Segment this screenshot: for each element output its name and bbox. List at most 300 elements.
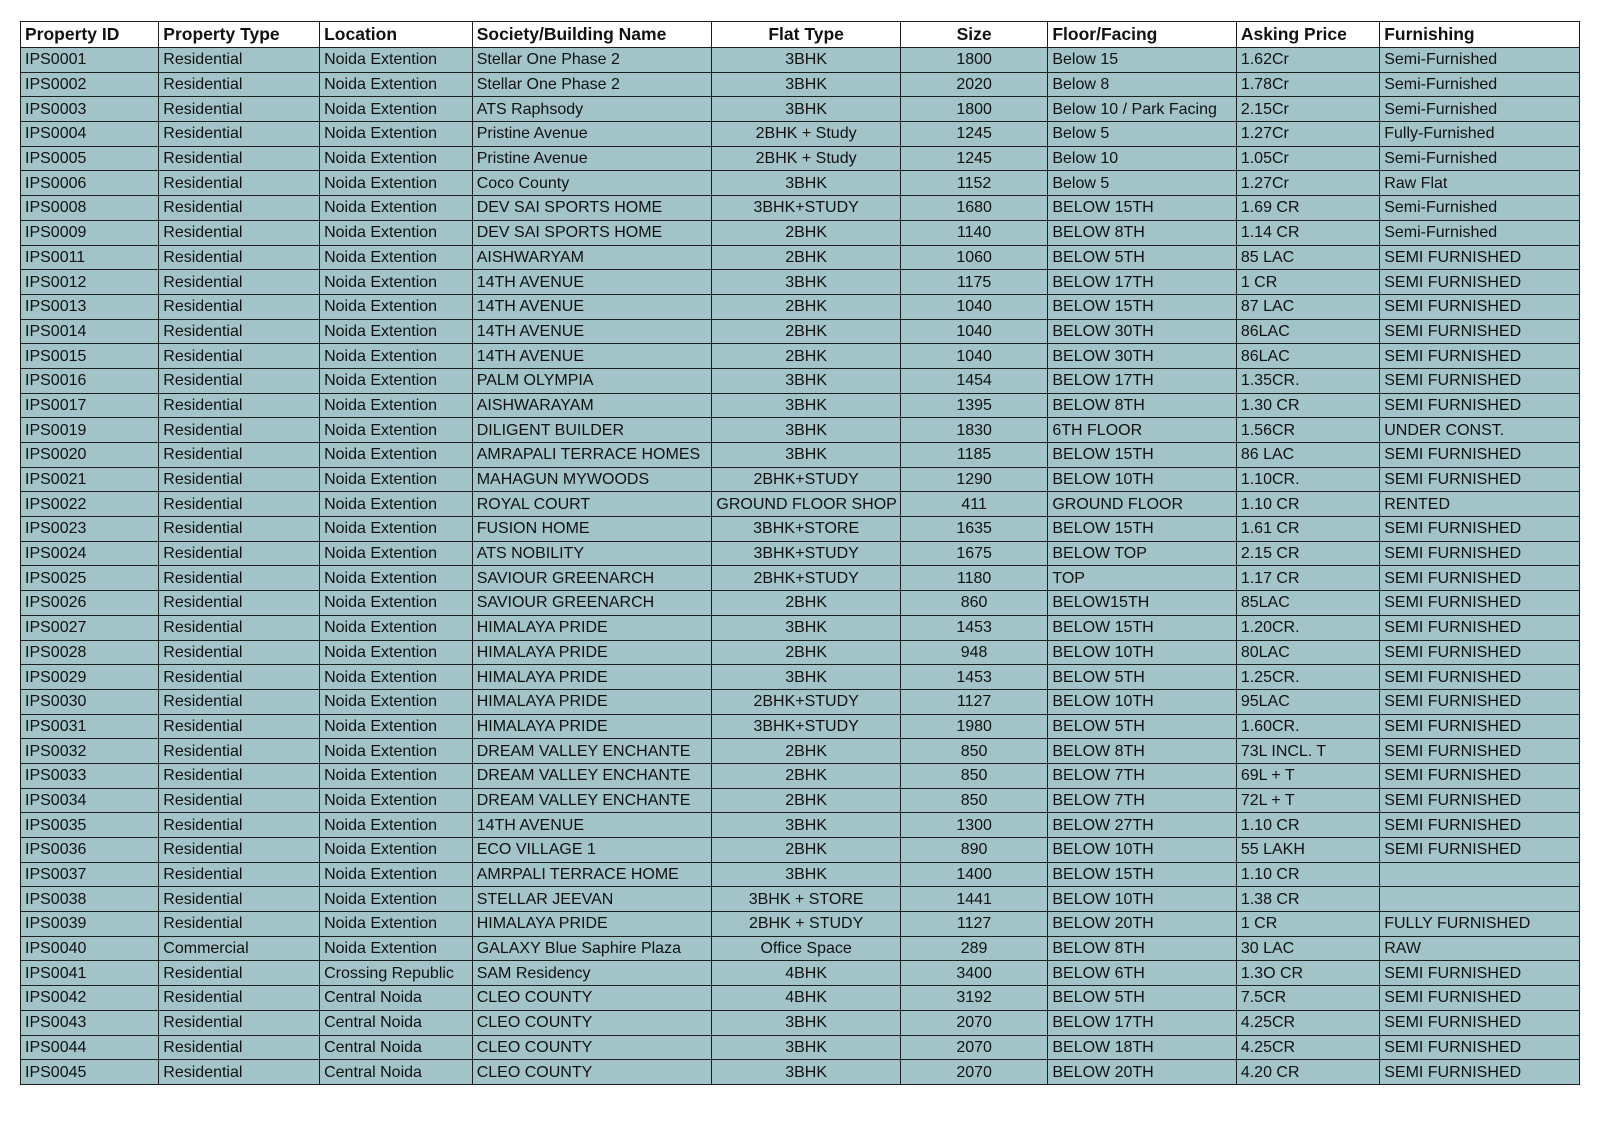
asking-price-cell[interactable]: 1.60CR. [1236,714,1379,739]
society-name-cell[interactable]: ATS NOBILITY [472,541,712,566]
flat-type-cell[interactable]: 3BHK [712,813,900,838]
property-type-cell[interactable]: Residential [159,319,320,344]
property-id-cell[interactable]: IPS0039 [21,912,159,937]
size-cell[interactable]: 860 [900,591,1048,616]
asking-price-cell[interactable]: 1.10CR. [1236,467,1379,492]
flat-type-cell[interactable]: 3BHK+STUDY [712,714,900,739]
property-type-cell[interactable]: Residential [159,97,320,122]
property-id-cell[interactable]: IPS0041 [21,961,159,986]
society-name-cell[interactable]: SAM Residency [472,961,712,986]
furnishing-cell[interactable]: SEMI FURNISHED [1380,294,1580,319]
asking-price-cell[interactable]: 1.35CR. [1236,368,1379,393]
size-cell[interactable]: 1127 [900,912,1048,937]
society-name-cell[interactable]: 14TH AVENUE [472,294,712,319]
flat-type-cell[interactable]: 3BHK [712,270,900,295]
column-header-floor-facing[interactable]: Floor/Facing [1048,22,1236,48]
asking-price-cell[interactable]: 1.69 CR [1236,196,1379,221]
society-name-cell[interactable]: 14TH AVENUE [472,319,712,344]
asking-price-cell[interactable]: 69L + T [1236,763,1379,788]
property-type-cell[interactable]: Residential [159,689,320,714]
floor-facing-cell[interactable]: BELOW 30TH [1048,319,1236,344]
asking-price-cell[interactable]: 2.15 CR [1236,541,1379,566]
property-id-cell[interactable]: IPS0006 [21,171,159,196]
flat-type-cell[interactable]: 4BHK [712,986,900,1011]
property-id-cell[interactable]: IPS0024 [21,541,159,566]
floor-facing-cell[interactable]: BELOW 7TH [1048,763,1236,788]
property-id-cell[interactable]: IPS0008 [21,196,159,221]
property-id-cell[interactable]: IPS0033 [21,763,159,788]
location-cell[interactable]: Noida Extention [320,48,473,73]
property-type-cell[interactable]: Residential [159,517,320,542]
floor-facing-cell[interactable]: BELOW 30TH [1048,344,1236,369]
society-name-cell[interactable]: Stellar One Phase 2 [472,48,712,73]
property-id-cell[interactable]: IPS0019 [21,418,159,443]
furnishing-cell[interactable]: SEMI FURNISHED [1380,689,1580,714]
furnishing-cell[interactable] [1380,862,1580,887]
property-id-cell[interactable]: IPS0013 [21,294,159,319]
size-cell[interactable]: 3192 [900,986,1048,1011]
property-id-cell[interactable]: IPS0022 [21,492,159,517]
property-id-cell[interactable]: IPS0038 [21,887,159,912]
property-type-cell[interactable]: Residential [159,122,320,147]
society-name-cell[interactable]: ROYAL COURT [472,492,712,517]
location-cell[interactable]: Noida Extention [320,912,473,937]
furnishing-cell[interactable]: SEMI FURNISHED [1380,443,1580,468]
floor-facing-cell[interactable]: BELOW 8TH [1048,936,1236,961]
furnishing-cell[interactable]: SEMI FURNISHED [1380,270,1580,295]
floor-facing-cell[interactable]: BELOW 15TH [1048,443,1236,468]
location-cell[interactable]: Noida Extention [320,566,473,591]
asking-price-cell[interactable]: 1.56CR [1236,418,1379,443]
society-name-cell[interactable]: 14TH AVENUE [472,344,712,369]
location-cell[interactable]: Noida Extention [320,763,473,788]
property-type-cell[interactable]: Residential [159,788,320,813]
floor-facing-cell[interactable]: BELOW 8TH [1048,393,1236,418]
floor-facing-cell[interactable]: BELOW 15TH [1048,196,1236,221]
asking-price-cell[interactable]: 1.14 CR [1236,220,1379,245]
asking-price-cell[interactable]: 2.15Cr [1236,97,1379,122]
asking-price-cell[interactable]: 1.27Cr [1236,171,1379,196]
furnishing-cell[interactable]: SEMI FURNISHED [1380,517,1580,542]
property-id-cell[interactable]: IPS0034 [21,788,159,813]
floor-facing-cell[interactable]: BELOW15TH [1048,591,1236,616]
society-name-cell[interactable]: AISHWARYAM [472,245,712,270]
property-type-cell[interactable]: Residential [159,418,320,443]
property-id-cell[interactable]: IPS0014 [21,319,159,344]
floor-facing-cell[interactable]: BELOW 10TH [1048,467,1236,492]
property-type-cell[interactable]: Residential [159,467,320,492]
flat-type-cell[interactable]: 2BHK [712,640,900,665]
property-type-cell[interactable]: Residential [159,294,320,319]
asking-price-cell[interactable]: 86LAC [1236,344,1379,369]
flat-type-cell[interactable]: 2BHK [712,245,900,270]
property-id-cell[interactable]: IPS0036 [21,838,159,863]
floor-facing-cell[interactable]: BELOW 5TH [1048,245,1236,270]
society-name-cell[interactable]: GALAXY Blue Saphire Plaza [472,936,712,961]
location-cell[interactable]: Central Noida [320,1010,473,1035]
floor-facing-cell[interactable]: Below 10 / Park Facing [1048,97,1236,122]
flat-type-cell[interactable]: 2BHK [712,591,900,616]
flat-type-cell[interactable]: 3BHK+STORE [712,517,900,542]
property-type-cell[interactable]: Residential [159,344,320,369]
size-cell[interactable]: 890 [900,838,1048,863]
floor-facing-cell[interactable]: BELOW 27TH [1048,813,1236,838]
furnishing-cell[interactable]: SEMI FURNISHED [1380,788,1580,813]
size-cell[interactable]: 1140 [900,220,1048,245]
furnishing-cell[interactable]: Semi-Furnished [1380,196,1580,221]
floor-facing-cell[interactable]: BELOW 10TH [1048,887,1236,912]
furnishing-cell[interactable]: SEMI FURNISHED [1380,566,1580,591]
floor-facing-cell[interactable]: BELOW TOP [1048,541,1236,566]
size-cell[interactable]: 1060 [900,245,1048,270]
location-cell[interactable]: Noida Extention [320,245,473,270]
size-cell[interactable]: 948 [900,640,1048,665]
property-type-cell[interactable]: Residential [159,541,320,566]
flat-type-cell[interactable]: 2BHK + Study [712,146,900,171]
size-cell[interactable]: 2070 [900,1010,1048,1035]
property-id-cell[interactable]: IPS0040 [21,936,159,961]
property-id-cell[interactable]: IPS0011 [21,245,159,270]
flat-type-cell[interactable]: 2BHK [712,788,900,813]
society-name-cell[interactable]: HIMALAYA PRIDE [472,665,712,690]
floor-facing-cell[interactable]: BELOW 20TH [1048,1060,1236,1085]
size-cell[interactable]: 1300 [900,813,1048,838]
property-id-cell[interactable]: IPS0037 [21,862,159,887]
property-type-cell[interactable]: Residential [159,368,320,393]
location-cell[interactable]: Noida Extention [320,97,473,122]
property-type-cell[interactable]: Residential [159,220,320,245]
asking-price-cell[interactable]: 85LAC [1236,591,1379,616]
furnishing-cell[interactable]: SEMI FURNISHED [1380,319,1580,344]
society-name-cell[interactable]: HIMALAYA PRIDE [472,714,712,739]
property-type-cell[interactable]: Residential [159,813,320,838]
floor-facing-cell[interactable]: BELOW 5TH [1048,714,1236,739]
furnishing-cell[interactable]: SEMI FURNISHED [1380,739,1580,764]
flat-type-cell[interactable]: 3BHK+STUDY [712,541,900,566]
size-cell[interactable]: 1441 [900,887,1048,912]
flat-type-cell[interactable]: 3BHK [712,615,900,640]
floor-facing-cell[interactable]: BELOW 10TH [1048,640,1236,665]
property-type-cell[interactable]: Residential [159,393,320,418]
size-cell[interactable]: 1175 [900,270,1048,295]
column-header-property-id[interactable]: Property ID [21,22,159,48]
society-name-cell[interactable]: HIMALAYA PRIDE [472,912,712,937]
property-type-cell[interactable]: Residential [159,1035,320,1060]
column-header-location[interactable]: Location [320,22,473,48]
furnishing-cell[interactable]: RAW [1380,936,1580,961]
property-id-cell[interactable]: IPS0001 [21,48,159,73]
property-id-cell[interactable]: IPS0045 [21,1060,159,1085]
location-cell[interactable]: Central Noida [320,1060,473,1085]
floor-facing-cell[interactable]: BELOW 17TH [1048,270,1236,295]
location-cell[interactable]: Noida Extention [320,887,473,912]
furnishing-cell[interactable]: SEMI FURNISHED [1380,838,1580,863]
property-type-cell[interactable]: Residential [159,1060,320,1085]
asking-price-cell[interactable]: 87 LAC [1236,294,1379,319]
asking-price-cell[interactable]: 30 LAC [1236,936,1379,961]
flat-type-cell[interactable]: 2BHK+STUDY [712,467,900,492]
asking-price-cell[interactable]: 1.62Cr [1236,48,1379,73]
asking-price-cell[interactable]: 86 LAC [1236,443,1379,468]
furnishing-cell[interactable]: SEMI FURNISHED [1380,763,1580,788]
asking-price-cell[interactable]: 73L INCL. T [1236,739,1379,764]
property-id-cell[interactable]: IPS0023 [21,517,159,542]
column-header-furnishing[interactable]: Furnishing [1380,22,1580,48]
location-cell[interactable]: Noida Extention [320,714,473,739]
furnishing-cell[interactable]: Fully-Furnished [1380,122,1580,147]
location-cell[interactable]: Noida Extention [320,270,473,295]
size-cell[interactable]: 1675 [900,541,1048,566]
floor-facing-cell[interactable]: BELOW 17TH [1048,368,1236,393]
column-header-flat-type[interactable]: Flat Type [712,22,900,48]
furnishing-cell[interactable]: SEMI FURNISHED [1380,1035,1580,1060]
property-id-cell[interactable]: IPS0012 [21,270,159,295]
location-cell[interactable]: Noida Extention [320,788,473,813]
location-cell[interactable]: Noida Extention [320,739,473,764]
location-cell[interactable]: Noida Extention [320,443,473,468]
property-type-cell[interactable]: Residential [159,72,320,97]
size-cell[interactable]: 1127 [900,689,1048,714]
furnishing-cell[interactable]: SEMI FURNISHED [1380,640,1580,665]
floor-facing-cell[interactable]: BELOW 15TH [1048,615,1236,640]
asking-price-cell[interactable]: 80LAC [1236,640,1379,665]
flat-type-cell[interactable]: 2BHK + STUDY [712,912,900,937]
size-cell[interactable]: 1245 [900,122,1048,147]
flat-type-cell[interactable]: 3BHK [712,368,900,393]
property-id-cell[interactable]: IPS0017 [21,393,159,418]
property-id-cell[interactable]: IPS0020 [21,443,159,468]
location-cell[interactable]: Central Noida [320,1035,473,1060]
size-cell[interactable]: 1245 [900,146,1048,171]
property-type-cell[interactable]: Residential [159,492,320,517]
flat-type-cell[interactable]: 2BHK+STUDY [712,689,900,714]
floor-facing-cell[interactable]: TOP [1048,566,1236,591]
floor-facing-cell[interactable]: BELOW 8TH [1048,739,1236,764]
floor-facing-cell[interactable]: 6TH FLOOR [1048,418,1236,443]
size-cell[interactable]: 411 [900,492,1048,517]
location-cell[interactable]: Noida Extention [320,492,473,517]
size-cell[interactable]: 1800 [900,97,1048,122]
floor-facing-cell[interactable]: BELOW 17TH [1048,1010,1236,1035]
location-cell[interactable]: Crossing Republic [320,961,473,986]
size-cell[interactable]: 1395 [900,393,1048,418]
flat-type-cell[interactable]: 3BHK+STUDY [712,196,900,221]
location-cell[interactable]: Noida Extention [320,689,473,714]
property-type-cell[interactable]: Residential [159,986,320,1011]
size-cell[interactable]: 1040 [900,344,1048,369]
flat-type-cell[interactable]: 2BHK [712,739,900,764]
property-type-cell[interactable]: Residential [159,146,320,171]
property-id-cell[interactable]: IPS0029 [21,665,159,690]
location-cell[interactable]: Noida Extention [320,72,473,97]
location-cell[interactable]: Noida Extention [320,368,473,393]
property-id-cell[interactable]: IPS0002 [21,72,159,97]
property-type-cell[interactable]: Residential [159,862,320,887]
society-name-cell[interactable]: AMRAPALI TERRACE HOMES [472,443,712,468]
size-cell[interactable]: 1152 [900,171,1048,196]
property-type-cell[interactable]: Residential [159,48,320,73]
property-id-cell[interactable]: IPS0003 [21,97,159,122]
society-name-cell[interactable]: DEV SAI SPORTS HOME [472,220,712,245]
column-header-size[interactable]: Size [900,22,1048,48]
location-cell[interactable]: Noida Extention [320,665,473,690]
floor-facing-cell[interactable]: Below 15 [1048,48,1236,73]
property-type-cell[interactable]: Residential [159,739,320,764]
society-name-cell[interactable]: PALM OLYMPIA [472,368,712,393]
floor-facing-cell[interactable]: BELOW 18TH [1048,1035,1236,1060]
location-cell[interactable]: Noida Extention [320,418,473,443]
flat-type-cell[interactable]: Office Space [712,936,900,961]
floor-facing-cell[interactable]: Below 5 [1048,171,1236,196]
asking-price-cell[interactable]: 1.3O CR [1236,961,1379,986]
flat-type-cell[interactable]: 3BHK [712,1010,900,1035]
property-id-cell[interactable]: IPS0016 [21,368,159,393]
society-name-cell[interactable]: DILIGENT BUILDER [472,418,712,443]
property-type-cell[interactable]: Residential [159,961,320,986]
property-type-cell[interactable]: Residential [159,640,320,665]
property-type-cell[interactable]: Residential [159,171,320,196]
society-name-cell[interactable]: CLEO COUNTY [472,986,712,1011]
flat-type-cell[interactable]: 3BHK [712,97,900,122]
property-type-cell[interactable]: Residential [159,443,320,468]
flat-type-cell[interactable]: 2BHK [712,220,900,245]
flat-type-cell[interactable]: 2BHK [712,294,900,319]
property-type-cell[interactable]: Residential [159,566,320,591]
property-type-cell[interactable]: Residential [159,838,320,863]
floor-facing-cell[interactable]: BELOW 5TH [1048,986,1236,1011]
furnishing-cell[interactable]: SEMI FURNISHED [1380,986,1580,1011]
furnishing-cell[interactable]: RENTED [1380,492,1580,517]
size-cell[interactable]: 3400 [900,961,1048,986]
society-name-cell[interactable]: DREAM VALLEY ENCHANTE [472,788,712,813]
asking-price-cell[interactable]: 95LAC [1236,689,1379,714]
property-id-cell[interactable]: IPS0027 [21,615,159,640]
size-cell[interactable]: 1040 [900,319,1048,344]
size-cell[interactable]: 2020 [900,72,1048,97]
furnishing-cell[interactable]: SEMI FURNISHED [1380,961,1580,986]
size-cell[interactable]: 1453 [900,665,1048,690]
property-type-cell[interactable]: Residential [159,196,320,221]
location-cell[interactable]: Noida Extention [320,344,473,369]
location-cell[interactable]: Noida Extention [320,393,473,418]
size-cell[interactable]: 1453 [900,615,1048,640]
size-cell[interactable]: 850 [900,763,1048,788]
asking-price-cell[interactable]: 1.10 CR [1236,862,1379,887]
property-id-cell[interactable]: IPS0005 [21,146,159,171]
flat-type-cell[interactable]: 3BHK [712,862,900,887]
location-cell[interactable]: Noida Extention [320,936,473,961]
location-cell[interactable]: Noida Extention [320,122,473,147]
location-cell[interactable]: Noida Extention [320,146,473,171]
size-cell[interactable]: 1800 [900,48,1048,73]
society-name-cell[interactable]: CLEO COUNTY [472,1060,712,1085]
property-id-cell[interactable]: IPS0031 [21,714,159,739]
furnishing-cell[interactable]: SEMI FURNISHED [1380,813,1580,838]
furnishing-cell[interactable]: Semi-Furnished [1380,97,1580,122]
society-name-cell[interactable]: ECO VILLAGE 1 [472,838,712,863]
asking-price-cell[interactable]: 1.38 CR [1236,887,1379,912]
asking-price-cell[interactable]: 1.10 CR [1236,492,1379,517]
society-name-cell[interactable]: Stellar One Phase 2 [472,72,712,97]
size-cell[interactable]: 2070 [900,1060,1048,1085]
furnishing-cell[interactable]: SEMI FURNISHED [1380,665,1580,690]
society-name-cell[interactable]: AISHWARAYAM [472,393,712,418]
property-id-cell[interactable]: IPS0004 [21,122,159,147]
size-cell[interactable]: 1454 [900,368,1048,393]
property-type-cell[interactable]: Residential [159,1010,320,1035]
location-cell[interactable]: Noida Extention [320,294,473,319]
furnishing-cell[interactable] [1380,887,1580,912]
floor-facing-cell[interactable]: Below 8 [1048,72,1236,97]
flat-type-cell[interactable]: 3BHK [712,1060,900,1085]
floor-facing-cell[interactable]: BELOW 15TH [1048,517,1236,542]
floor-facing-cell[interactable]: BELOW 15TH [1048,294,1236,319]
society-name-cell[interactable]: HIMALAYA PRIDE [472,615,712,640]
flat-type-cell[interactable]: 3BHK [712,72,900,97]
property-id-cell[interactable]: IPS0032 [21,739,159,764]
location-cell[interactable]: Noida Extention [320,541,473,566]
size-cell[interactable]: 1290 [900,467,1048,492]
furnishing-cell[interactable]: Semi-Furnished [1380,48,1580,73]
location-cell[interactable]: Noida Extention [320,171,473,196]
flat-type-cell[interactable]: 2BHK [712,763,900,788]
furnishing-cell[interactable]: SEMI FURNISHED [1380,393,1580,418]
flat-type-cell[interactable]: GROUND FLOOR SHOP [712,492,900,517]
society-name-cell[interactable]: 14TH AVENUE [472,813,712,838]
furnishing-cell[interactable]: FULLY FURNISHED [1380,912,1580,937]
flat-type-cell[interactable]: 2BHK [712,319,900,344]
asking-price-cell[interactable]: 1.27Cr [1236,122,1379,147]
furnishing-cell[interactable]: SEMI FURNISHED [1380,467,1580,492]
furnishing-cell[interactable]: SEMI FURNISHED [1380,368,1580,393]
flat-type-cell[interactable]: 3BHK [712,443,900,468]
asking-price-cell[interactable]: 1.05Cr [1236,146,1379,171]
flat-type-cell[interactable]: 3BHK + STORE [712,887,900,912]
asking-price-cell[interactable]: 1.30 CR [1236,393,1379,418]
column-header-society-building-name[interactable]: Society/Building Name [472,22,712,48]
furnishing-cell[interactable]: Semi-Furnished [1380,146,1580,171]
society-name-cell[interactable]: AMRPALI TERRACE HOME [472,862,712,887]
floor-facing-cell[interactable]: BELOW 10TH [1048,838,1236,863]
floor-facing-cell[interactable]: BELOW 15TH [1048,862,1236,887]
size-cell[interactable]: 289 [900,936,1048,961]
location-cell[interactable]: Noida Extention [320,467,473,492]
property-type-cell[interactable]: Residential [159,245,320,270]
flat-type-cell[interactable]: 2BHK + Study [712,122,900,147]
property-id-cell[interactable]: IPS0009 [21,220,159,245]
property-type-cell[interactable]: Residential [159,270,320,295]
society-name-cell[interactable]: 14TH AVENUE [472,270,712,295]
floor-facing-cell[interactable]: GROUND FLOOR [1048,492,1236,517]
column-header-asking-price[interactable]: Asking Price [1236,22,1379,48]
location-cell[interactable]: Noida Extention [320,196,473,221]
furnishing-cell[interactable]: SEMI FURNISHED [1380,344,1580,369]
property-id-cell[interactable]: IPS0044 [21,1035,159,1060]
location-cell[interactable]: Noida Extention [320,517,473,542]
society-name-cell[interactable]: Pristine Avenue [472,146,712,171]
society-name-cell[interactable]: Pristine Avenue [472,122,712,147]
location-cell[interactable]: Central Noida [320,986,473,1011]
size-cell[interactable]: 1980 [900,714,1048,739]
furnishing-cell[interactable]: SEMI FURNISHED [1380,1060,1580,1085]
society-name-cell[interactable]: SAVIOUR GREENARCH [472,566,712,591]
asking-price-cell[interactable]: 1 CR [1236,912,1379,937]
property-id-cell[interactable]: IPS0035 [21,813,159,838]
location-cell[interactable]: Noida Extention [320,640,473,665]
size-cell[interactable]: 2070 [900,1035,1048,1060]
floor-facing-cell[interactable]: BELOW 5TH [1048,665,1236,690]
asking-price-cell[interactable]: 4.20 CR [1236,1060,1379,1085]
